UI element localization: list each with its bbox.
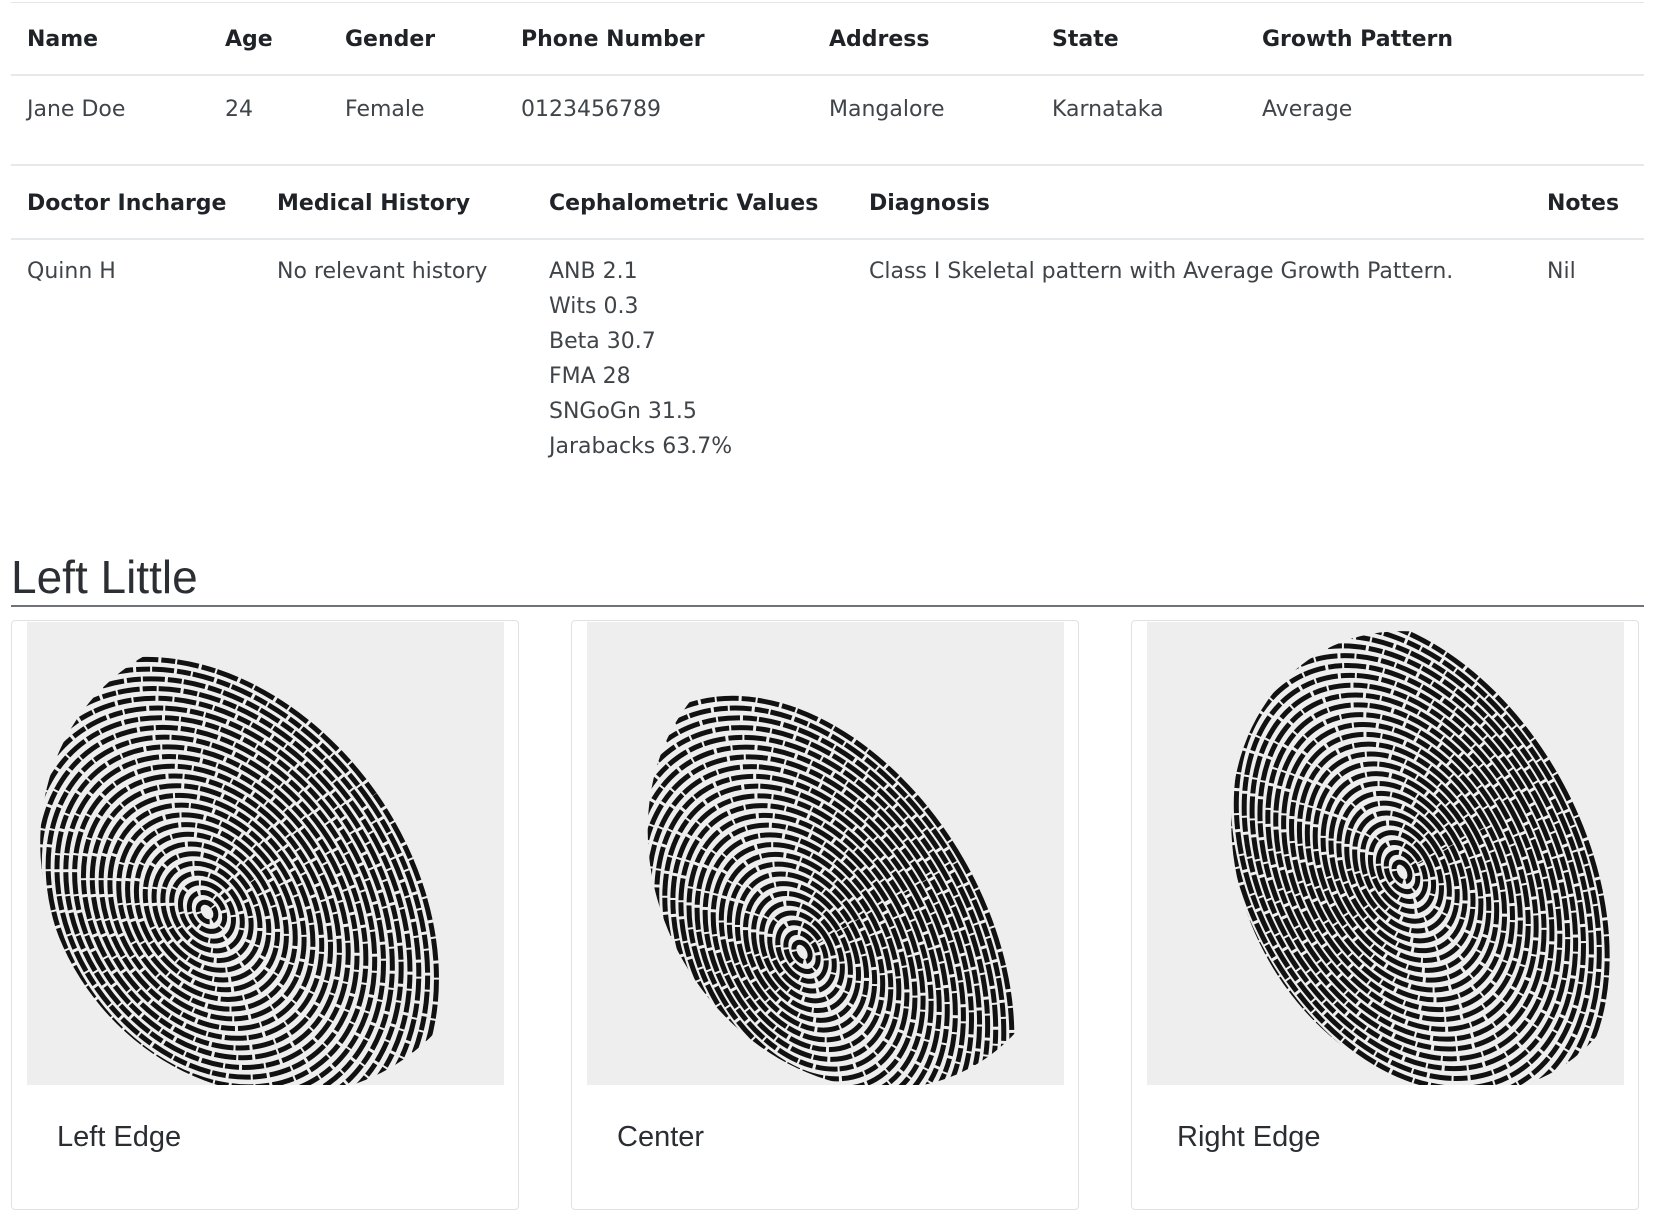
card-caption: Left Edge [57,1121,182,1153]
cell-phone-number: 0123456789 [505,75,813,165]
clinical-info-header-row [11,168,1644,239]
patient-info-table [11,4,1644,166]
cell-state: Karnataka [1036,75,1246,165]
ceph-value-jarabacks: Jarabacks 63.7% [549,434,733,459]
header-cephalometric-values: Cephalometric Values [533,168,853,239]
fingerprint-image [27,622,504,1085]
card-caption: Center [617,1121,705,1153]
header-diagnosis: Diagnosis [853,168,1531,239]
table-row [11,75,1644,165]
header-medical-history: Medical History [261,168,533,239]
fingerprint-image [27,622,504,1085]
header-growth-pattern: Growth Pattern [1246,4,1644,75]
cell-age: 24 [209,75,329,165]
ceph-value-wits: Wits 0.3 [549,294,639,319]
header-name: Name [11,4,209,75]
patient-info-header-row [11,4,1644,75]
cell-doctor-incharge: Quinn H [27,259,116,284]
header-notes: Notes [1531,168,1644,239]
header-phone-number: Phone Number [505,4,813,75]
fingerprint-image [1147,622,1624,1085]
cell-medical-history: No relevant history [277,259,488,284]
cell-growth-pattern: Average [1246,75,1644,165]
ceph-value-fma: FMA 28 [549,364,631,389]
header-age: Age [209,4,329,75]
cell-notes: Nil [1547,259,1576,284]
header-gender: Gender [329,4,505,75]
fingerprint-image [587,622,1064,1085]
table-row [11,239,1644,464]
fingerprint-image [587,622,1064,1085]
top-divider [11,2,1644,3]
header-address: Address [813,4,1036,75]
section-title: Left Little [11,551,198,603]
section-divider [11,605,1644,607]
ceph-value-anb: ANB 2.1 [549,259,638,284]
fingerprint-image [1147,622,1624,1085]
cell-diagnosis: Class I Skeletal pattern with Average Growth Pattern. [869,259,1454,284]
cell-address: Mangalore [813,75,1036,165]
cell-gender: Female [329,75,505,165]
header-state: State [1036,4,1246,75]
fingerprint-card-right-edge[interactable] [1131,620,1639,1210]
fingerprint-card-left-edge[interactable] [11,620,519,1210]
clinical-info-table [11,168,1644,464]
ceph-value-sngogn: SNGoGn 31.5 [549,399,697,424]
card-caption: Right Edge [1177,1121,1321,1153]
fingerprint-card-center[interactable] [571,620,1079,1210]
header-doctor-incharge: Doctor Incharge [11,168,261,239]
cell-name: Jane Doe [11,75,209,165]
ceph-value-beta: Beta 30.7 [549,329,656,354]
cell-cephalometric-values [533,239,853,464]
